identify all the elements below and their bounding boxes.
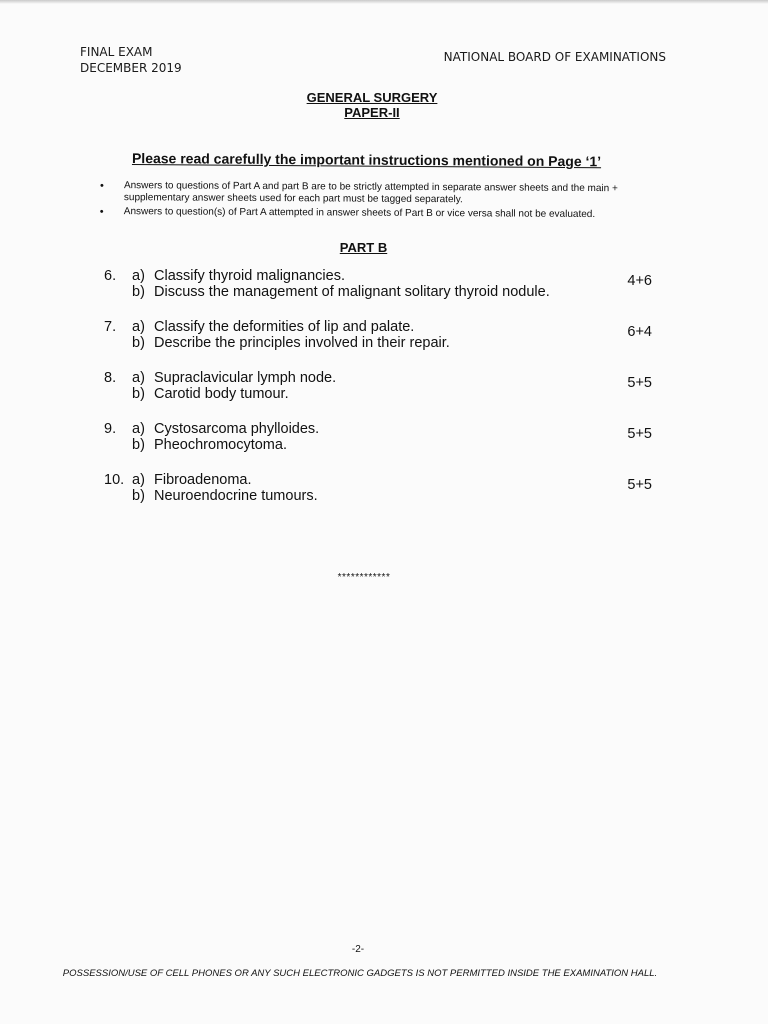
question-part-b: [132, 488, 577, 504]
exam-type: FINAL EXAM: [80, 45, 153, 59]
part-label: a): [132, 421, 145, 437]
instructions-list: [100, 180, 680, 224]
paper-number: PAPER-II: [344, 105, 400, 120]
part-label: a): [132, 472, 145, 488]
subject-title: GENERAL SURGERY: [306, 90, 438, 105]
part-label: b): [132, 335, 145, 351]
instruction-text: Answers to questions of Part A and part B are to be strictly attempted in separate answer sheets and the main + supplementary answer sheets used for each part must be tagged separately.: [123, 180, 618, 206]
question-7: [104, 319, 664, 351]
question-parts: [132, 319, 577, 351]
part-text: Fibroadenoma.: [154, 472, 252, 488]
question-part-b: [132, 284, 577, 300]
question-9: [104, 421, 664, 453]
paper-title: [0, 90, 744, 120]
part-text: Discuss the management of malignant solitary thyroid nodule.: [154, 284, 550, 300]
part-label: a): [132, 370, 145, 386]
instructions-heading: Please read carefully the important instructions mentioned on Page ‘1’: [131, 150, 602, 170]
question-part-a: [132, 319, 577, 335]
question-6: [104, 268, 664, 300]
part-text: Carotid body tumour.: [154, 386, 289, 402]
scan-edge: [0, 0, 768, 4]
question-part-a: [132, 370, 577, 386]
question-parts: [132, 268, 577, 300]
question-number: 8.: [104, 370, 117, 386]
part-text: Classify the deformities of lip and palate.: [154, 319, 415, 335]
question-marks: 4+6: [627, 273, 652, 289]
part-label: b): [132, 488, 145, 504]
question-number: 6.: [104, 268, 117, 284]
question-marks: 5+5: [627, 477, 652, 493]
bullet-icon: •: [99, 180, 104, 193]
exam-info: [80, 44, 182, 76]
question-number: 7.: [104, 319, 117, 335]
part-label: b): [132, 284, 145, 300]
instruction-item: [100, 206, 680, 222]
question-marks: 6+4: [627, 324, 652, 340]
part-text: Describe the principles involved in their repair.: [154, 335, 450, 351]
part-text: Supraclavicular lymph node.: [154, 370, 337, 386]
instruction-item: [100, 180, 680, 208]
question-part-b: [132, 335, 577, 351]
question-number: 9.: [104, 421, 117, 437]
question-marks: 5+5: [627, 426, 652, 442]
instruction-text: Answers to question(s) of Part A attempted in answer sheets of Part B or vice versa shall not be evaluated.: [123, 206, 596, 221]
question-part-a: [132, 421, 577, 437]
part-heading: PART B: [339, 240, 388, 255]
bullet-icon: •: [99, 205, 104, 219]
question-part-a: [132, 268, 577, 284]
question-parts: [132, 370, 577, 402]
part-label: b): [132, 437, 145, 453]
question-part-a: [132, 472, 577, 488]
part-text: Cystosarcoma phylloides.: [154, 421, 320, 437]
question-list: [104, 268, 664, 523]
question-parts: [132, 421, 577, 453]
page-number: -2-: [351, 944, 365, 955]
exam-date: DECEMBER 2019: [80, 61, 182, 75]
part-label: b): [132, 386, 145, 402]
question-10: [104, 472, 664, 504]
question-8: [104, 370, 664, 402]
part-label: a): [132, 268, 145, 284]
end-separator: ************: [337, 572, 391, 583]
question-number: 10.: [104, 472, 125, 488]
question-part-b: [132, 437, 577, 453]
footer-notice: POSSESSION/USE OF CELL PHONES OR ANY SUCH ELECTRONIC GADGETS IS NOT PERMITTED INSIDE THE EXAMINATION HALL.: [62, 968, 658, 979]
part-label: a): [132, 319, 145, 335]
question-marks: 5+5: [627, 375, 652, 391]
part-text: Neuroendocrine tumours.: [154, 488, 318, 504]
part-text: Pheochromocytoma.: [154, 437, 287, 453]
part-text: Classify thyroid malignancies.: [154, 268, 345, 284]
board-name: NATIONAL BOARD OF EXAMINATIONS: [443, 50, 666, 64]
question-part-b: [132, 386, 577, 402]
question-parts: [132, 472, 577, 504]
